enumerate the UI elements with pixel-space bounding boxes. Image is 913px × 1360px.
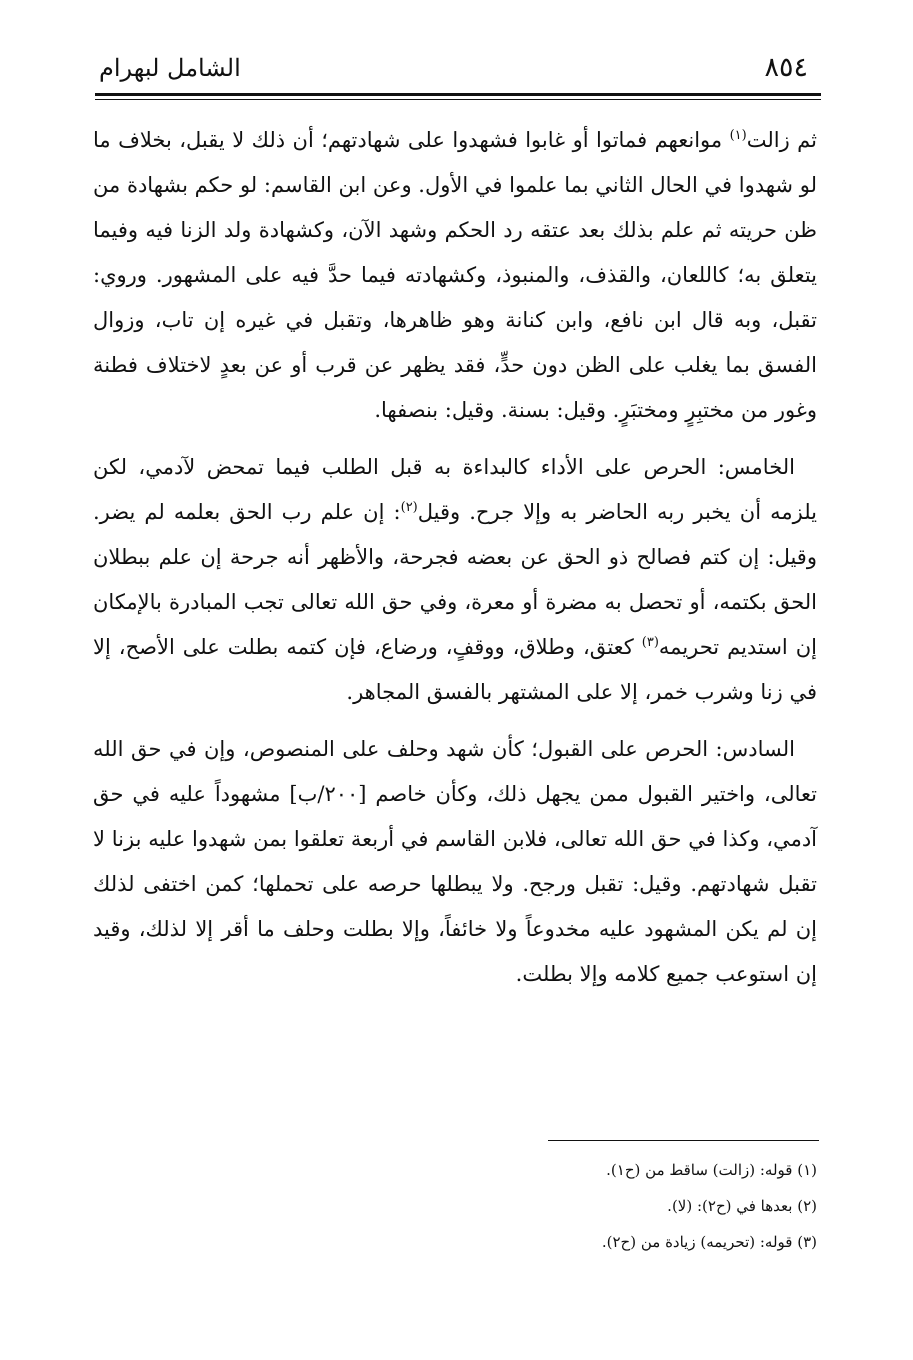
footnote-ref-2: (٢) [400, 500, 418, 515]
footnotes [95, 1152, 817, 1260]
running-title: الشامل لبهرام [99, 54, 241, 82]
paragraph-1 [93, 118, 817, 433]
footnote-3: (٣) قوله: (تحريمه) زيادة من (ح٢). [601, 1233, 817, 1251]
header-rule-thin [95, 99, 821, 100]
paragraph-2-text-b: : إن علم رب الحق بعلمه لم يضر. وقيل: إن كتم فصالح ذو الحق عن بعضه فجرحة، والأظهر أنه جرحة إن علم ببطلان الحق بكتمه، أو تحصل به مضرة أو معرة، وفي حق الله تعالى تجب المبادرة بالإمكان إن استديم تحريمه [93, 500, 817, 659]
page-number: ٨٥٤ [764, 52, 808, 83]
paragraph-1-text-a: ثم زالت [746, 128, 818, 152]
paragraph-1-text-b: موانعهم فماتوا أو غابوا فشهدوا على شهادتهم؛ أن ذلك لا يقبل، بخلاف ما لو شهدوا في الحال الثاني بما علموا في الأول. وعن ابن القاسم: لو حكم بشهادة من ظن حريته ثم علم بذلك بعد عتقه رد الحكم وشهد الآن، وكشهادة ولد الزنا فيه وفيما يتعلق به؛ كاللعان، والقذف، والمنبوذ، وكشهادته فيما حدَّ فيه على المشهور. وروي: تقبل، وبه قال ابن نافع، وابن كنانة وهو ظاهرها، وتقبل في غيره إن تاب، وزوال الفسق بما يغلب على الظن دون حدٍّ، فقد يظهر عن قرب أو عن بعدٍ لاختلاف فطنة وغور من مختبِرٍ ومختبَرٍ. وقيل: بسنة. وقيل: بنصفها. [93, 128, 818, 422]
footnote-1: (١) قوله: (زالت) ساقط من (ح١). [606, 1161, 817, 1179]
footnote-2: (٢) بعدها في (ح٢): (لا). [667, 1197, 817, 1215]
paragraph-2 [93, 445, 817, 715]
main-text [93, 118, 817, 1009]
footnote-ref-1: (١) [729, 128, 747, 143]
header-rule-thick [95, 93, 821, 96]
paragraph-2-text-a: الخامس: الحرص على الأداء كالبداءة به قبل الطلب فيما تمحض لآدمي، لكن يلزمه أن يخبر ربه الحاضر به وإلا جرح. وقيل [93, 455, 818, 524]
paragraph-3-text: السادس: الحرص على القبول؛ كأن شهد وحلف على المنصوص، وإن في حق الله تعالى، واختير القبول ممن يجهل ذلك، وكأن خاصم [٢٠٠/ب] مشهوداً عليه في حق آدمي، وكذا في حق الله تعالى، فلابن القاسم في أربعة تعلقوا بمن شهدوا عليه بزنا لا تقبل شهادتهم. وقيل: تقبل ورجح. ولا يبطلها حرصه على تحملها؛ كمن اختفى لذلك إن لم يكن المشهود عليه مخدوعاً ولا خائفاً، وإلا بطلت وحلف ما أقر إلا لذلك، وقيد إن استوعب جميع كلامه وإلا بطلت. [93, 737, 817, 986]
page-header [95, 46, 818, 92]
footnote-ref-3: (٣) [641, 635, 659, 650]
paragraph-3 [93, 727, 817, 997]
footnote-separator [548, 1140, 819, 1141]
paragraph-2-text-c: كعتق، وطلاق، ووقفٍ، ورضاع، فإن كتمه بطلت على الأصح، إلا في زنا وشرب خمر، إلا على المشتهر بالفسق المجاهر. [93, 635, 817, 704]
